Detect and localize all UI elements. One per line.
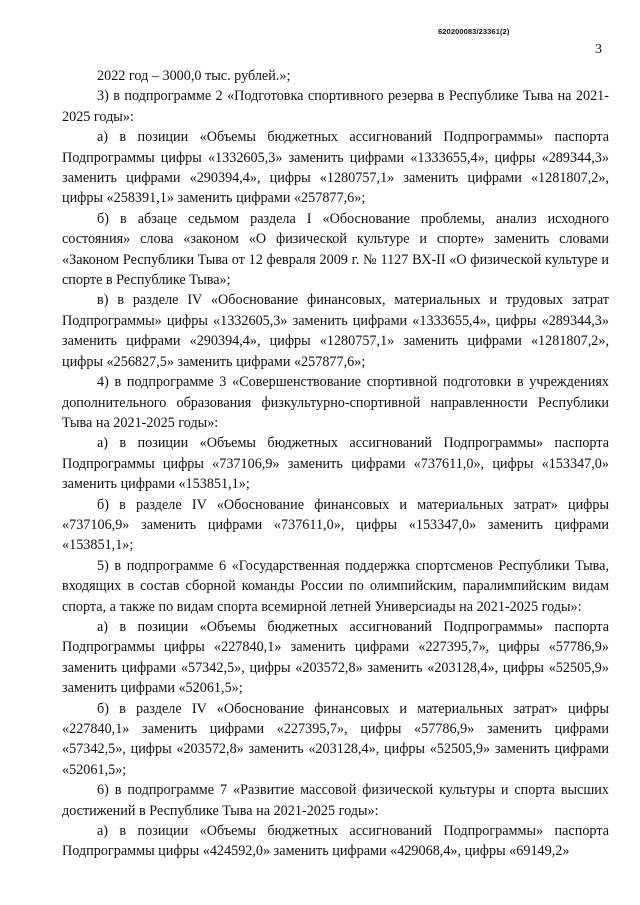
paragraph: 3) в подпрограмме 2 «Подготовка спортивного резерва в Республике Тыва на 2021-2025 годы»: [62,88,609,125]
paragraph: а) в позиции «Объемы бюджетных ассигнований Подпрограммы» паспорта Подпрограммы цифры «227840,1» заменить цифрами «227395,7», цифры «57786,9» заменить цифрами «57342,5», цифры «203572,8» заменить «203128,4», цифры «52505,9» заменить цифрами «52061,5»; [62,618,609,697]
page-number: 3 [595,42,602,57]
paragraph: а) в позиции «Объемы бюджетных ассигнований Подпрограммы» паспорта Подпрограммы цифры «737106,9» заменить цифрами «737611,0», цифры «153347,0» заменить цифрами «153851,1»; [62,435,609,493]
paragraph: 4) в подпрограмме 3 «Совершенствование спортивной подготовки в учреждениях дополнительного образования физкультурно-спортивной направленности Республики Тыва на 2021-2025 годы»: [62,374,609,431]
paragraph: б) в разделе IV «Обоснование финансовых и материальных затрат» цифры «737106,9» заменить цифрами «737611,0», цифры «153347,0» заменить цифрами «153851,1»; [62,496,609,554]
paragraph: б) в разделе IV «Обоснование финансовых и материальных затрат» цифры «227840,1» заменить цифрами «227395,7», цифры «57786,9» заменить цифрами «57342,5», цифры «203572,8» заменить «203128,4», цифры «52505,9» заменить цифрами «52061,5»; [62,700,609,778]
paragraph: а) в позиции «Объемы бюджетных ассигнований Подпрограммы» паспорта Подпрограммы цифры «424592,0» заменить цифрами «429068,4», цифры «69149,2» [62,823,609,860]
paragraph: 6) в подпрограмме 7 «Развитие массовой физической культуры и спорта высших достижений в Республике Тыва на 2021-2025 годы»: [62,782,609,819]
document-body [62,66,609,862]
paragraph: 2022 год – 3000,0 тыс. рублей.»; [97,68,291,84]
paragraph: б) в абзаце седьмом раздела I «Обоснование проблемы, анализ исходного состояния» слова «законом «О физической культуре и спорте» заменить словами «Законом Республики Тыва от 12 февраля 2009 г. № 1127 ВХ-II «О физической культуре и спорте в Республике Тыва»; [62,210,609,289]
paragraph: в) в разделе IV «Обоснование финансовых, материальных и трудовых затрат Подпрограммы» цифры «1332605,3» заменить цифрами «1333655,4», цифры «289344,3» заменить цифрами «290394,4», цифры «1280757,1» заменить цифрами «1281807,2», цифры «256827,5» заменить цифрами «257877,6»; [62,292,609,370]
document-id: 620200083/23361(2) [438,27,510,36]
paragraph: а) в позиции «Объемы бюджетных ассигнований Подпрограммы» паспорта Подпрограммы цифры «1332605,3» заменить цифрами «1333655,4», цифры «289344,3» заменить цифрами «290394,4», цифры «1280757,1» заменить цифрами «1281807,2», цифры «258391,1» заменить цифрами «257877,6»; [62,129,609,207]
paragraph: 5) в подпрограмме 6 «Государственная поддержка спортсменов Республики Тыва, входящих в состав сборной команды России по олимпийским, паралимпийским видам спорта, а также по видам спорта всемирной летней Универсиады на 2021-2025 годы»: [62,557,609,615]
